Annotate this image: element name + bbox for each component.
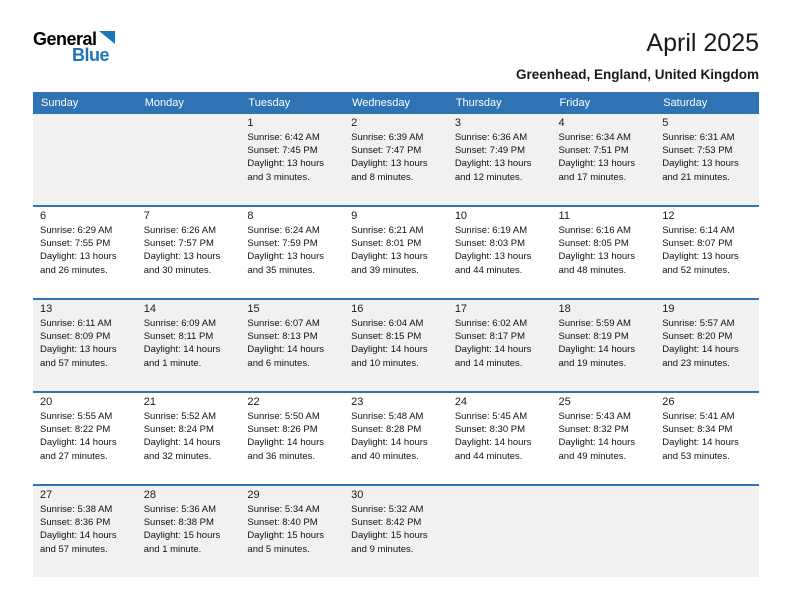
day-cell-9 — [344, 206, 448, 299]
day-cell-16 — [344, 299, 448, 392]
sunrise-text: Sunrise: 6:02 AM — [454, 317, 528, 329]
week-row-1 — [33, 114, 759, 206]
daylight-text: Daylight: 13 hours and 26 minutes. — [40, 251, 117, 276]
day-number: 7 — [143, 209, 150, 222]
page-header — [0, 0, 792, 82]
weekday-header-wednesday: Wednesday — [344, 92, 448, 114]
day-number: 28 — [143, 488, 156, 501]
day-number: 13 — [40, 302, 53, 315]
week-row-4 — [33, 392, 759, 485]
sunrise-text: Sunrise: 5:55 AM — [40, 410, 113, 422]
sunrise-text: Sunrise: 5:41 AM — [662, 410, 735, 422]
sunrise-text: Sunrise: 6:31 AM — [662, 131, 735, 143]
day-cell-4 — [552, 114, 656, 206]
day-number: 18 — [558, 302, 571, 315]
sunrise-text: Sunrise: 5:45 AM — [454, 410, 528, 422]
daylight-text: Daylight: 13 hours and 8 minutes. — [351, 158, 428, 183]
daylight-text: Daylight: 14 hours and 36 minutes. — [247, 437, 324, 462]
day-sun-info — [448, 224, 552, 278]
day-sun-info — [552, 410, 656, 464]
sunrise-text: Sunrise: 5:34 AM — [247, 503, 320, 515]
sunset-text: Sunset: 7:45 PM — [247, 144, 318, 156]
day-sun-info — [344, 503, 448, 557]
sunrise-text: Sunrise: 5:57 AM — [662, 317, 735, 329]
weekday-header-friday: Friday — [552, 92, 656, 114]
sunset-text: Sunset: 8:42 PM — [351, 516, 422, 528]
daylight-text: Daylight: 14 hours and 14 minutes. — [454, 344, 532, 369]
day-number: 4 — [558, 116, 565, 129]
day-sun-info — [137, 224, 241, 278]
empty-day-cell — [552, 485, 656, 577]
day-cell-22 — [240, 392, 344, 485]
daylight-text: Daylight: 13 hours and 35 minutes. — [247, 251, 324, 276]
daylight-text: Daylight: 14 hours and 32 minutes. — [143, 437, 221, 462]
day-number: 24 — [454, 395, 468, 408]
day-number: 27 — [40, 488, 53, 501]
sunset-text: Sunset: 8:09 PM — [40, 330, 111, 342]
sunrise-text: Sunrise: 6:34 AM — [558, 131, 631, 143]
day-cell-25 — [552, 392, 656, 485]
sunset-text: Sunset: 7:57 PM — [143, 237, 214, 249]
daylight-text: Daylight: 14 hours and 10 minutes. — [351, 344, 428, 369]
daylight-text: Daylight: 14 hours and 44 minutes. — [454, 437, 532, 462]
day-number: 8 — [247, 209, 254, 222]
daylight-text: Daylight: 15 hours and 9 minutes. — [351, 530, 428, 555]
sunrise-text: Sunrise: 6:24 AM — [247, 224, 320, 236]
day-number: 19 — [662, 302, 675, 315]
day-sun-info — [655, 224, 759, 278]
day-number: 16 — [351, 302, 364, 315]
sunset-text: Sunset: 8:17 PM — [454, 330, 526, 342]
day-sun-info — [448, 131, 552, 185]
day-cell-12 — [655, 206, 759, 299]
day-number: 11 — [558, 209, 570, 222]
empty-day-cell — [137, 114, 241, 206]
sunset-text: Sunset: 8:30 PM — [454, 423, 526, 435]
week-row-2 — [33, 206, 759, 299]
daylight-text: Daylight: 14 hours and 57 minutes. — [40, 530, 117, 555]
general-blue-logo — [33, 30, 115, 64]
day-cell-6 — [33, 206, 137, 299]
day-sun-info — [33, 317, 137, 371]
daylight-text: Daylight: 13 hours and 21 minutes. — [662, 158, 739, 183]
sunrise-text: Sunrise: 6:16 AM — [558, 224, 631, 236]
daylight-text: Daylight: 14 hours and 23 minutes. — [662, 344, 739, 369]
sunrise-text: Sunrise: 5:36 AM — [143, 503, 217, 515]
day-sun-info — [552, 131, 656, 185]
sunrise-text: Sunrise: 6:14 AM — [662, 224, 735, 236]
daylight-text: Daylight: 14 hours and 6 minutes. — [247, 344, 324, 369]
day-number: 22 — [247, 395, 260, 408]
day-sun-info — [655, 131, 759, 185]
daylight-text: Daylight: 13 hours and 17 minutes. — [558, 158, 636, 183]
day-sun-info — [240, 224, 344, 278]
sunrise-text: Sunrise: 5:43 AM — [558, 410, 631, 422]
day-cell-20 — [33, 392, 137, 485]
day-sun-info — [33, 410, 137, 464]
day-sun-info — [344, 131, 448, 185]
daylight-text: Daylight: 14 hours and 1 minute. — [143, 344, 221, 369]
sunset-text: Sunset: 8:11 PM — [143, 330, 214, 342]
day-cell-13 — [33, 299, 137, 392]
sunrise-text: Sunrise: 5:48 AM — [351, 410, 424, 422]
title-block — [516, 30, 759, 82]
sunset-text: Sunset: 8:36 PM — [40, 516, 111, 528]
daylight-text: Daylight: 14 hours and 19 minutes. — [558, 344, 636, 369]
sunrise-text: Sunrise: 6:26 AM — [143, 224, 217, 236]
empty-day-cell — [33, 114, 137, 206]
sunset-text: Sunset: 8:28 PM — [351, 423, 422, 435]
day-sun-info — [655, 317, 759, 371]
day-cell-8 — [240, 206, 344, 299]
day-cell-21 — [137, 392, 241, 485]
day-number: 5 — [662, 116, 669, 129]
sunset-text: Sunset: 8:19 PM — [558, 330, 629, 342]
day-sun-info — [344, 410, 448, 464]
daylight-text: Daylight: 13 hours and 52 minutes. — [662, 251, 739, 276]
daylight-text: Daylight: 15 hours and 1 minute. — [143, 530, 221, 555]
day-number: 26 — [662, 395, 675, 408]
day-number: 23 — [351, 395, 364, 408]
day-number: 20 — [40, 395, 53, 408]
day-number: 12 — [662, 209, 675, 222]
sunrise-text: Sunrise: 6:07 AM — [247, 317, 320, 329]
sunrise-text: Sunrise: 6:42 AM — [247, 131, 320, 143]
sunset-text: Sunset: 8:20 PM — [662, 330, 733, 342]
sunset-text: Sunset: 7:59 PM — [247, 237, 318, 249]
weekday-header-sunday: Sunday — [33, 92, 137, 114]
sunset-text: Sunset: 8:40 PM — [247, 516, 318, 528]
day-cell-29 — [240, 485, 344, 577]
empty-day-cell — [448, 485, 552, 577]
day-cell-7 — [137, 206, 241, 299]
day-sun-info — [448, 410, 552, 464]
sunrise-text: Sunrise: 5:50 AM — [247, 410, 320, 422]
sunset-text: Sunset: 7:51 PM — [558, 144, 629, 156]
daylight-text: Daylight: 13 hours and 12 minutes. — [454, 158, 532, 183]
day-cell-15 — [240, 299, 344, 392]
sunset-text: Sunset: 8:13 PM — [247, 330, 318, 342]
day-sun-info — [344, 224, 448, 278]
empty-day-cell — [655, 485, 759, 577]
day-cell-2 — [344, 114, 448, 206]
logo-text-blue: Blue — [72, 45, 110, 65]
sunrise-text: Sunrise: 6:11 AM — [40, 317, 112, 329]
day-number: 21 — [143, 395, 156, 408]
weekday-header-thursday: Thursday — [448, 92, 552, 114]
day-sun-info — [137, 317, 241, 371]
day-number: 14 — [143, 302, 156, 315]
day-cell-28 — [137, 485, 241, 577]
day-cell-23 — [344, 392, 448, 485]
day-sun-info — [240, 317, 344, 371]
day-number: 10 — [454, 209, 468, 222]
daylight-text: Daylight: 14 hours and 40 minutes. — [351, 437, 428, 462]
day-cell-18 — [552, 299, 656, 392]
day-cell-3 — [448, 114, 552, 206]
daylight-text: Daylight: 14 hours and 27 minutes. — [40, 437, 117, 462]
daylight-text: Daylight: 14 hours and 53 minutes. — [662, 437, 739, 462]
sunset-text: Sunset: 8:38 PM — [143, 516, 214, 528]
month-title: April 2025 — [646, 29, 759, 57]
sunset-text: Sunset: 8:01 PM — [351, 237, 422, 249]
day-number: 3 — [454, 116, 461, 129]
day-number: 25 — [558, 395, 571, 408]
sunset-text: Sunset: 7:53 PM — [662, 144, 733, 156]
day-cell-30 — [344, 485, 448, 577]
day-cell-5 — [655, 114, 759, 206]
sunrise-text: Sunrise: 6:19 AM — [454, 224, 528, 236]
day-sun-info — [552, 317, 656, 371]
week-row-3 — [33, 299, 759, 392]
day-sun-info — [33, 224, 137, 278]
day-number: 1 — [247, 116, 254, 129]
calendar-table — [33, 92, 759, 577]
daylight-text: Daylight: 13 hours and 39 minutes. — [351, 251, 428, 276]
sunrise-text: Sunrise: 6:21 AM — [351, 224, 424, 236]
sunset-text: Sunset: 8:34 PM — [662, 423, 733, 435]
sunset-text: Sunset: 7:47 PM — [351, 144, 422, 156]
sunset-text: Sunset: 8:22 PM — [40, 423, 111, 435]
sunrise-text: Sunrise: 6:36 AM — [454, 131, 528, 143]
sunset-text: Sunset: 8:07 PM — [662, 237, 733, 249]
sunset-text: Sunset: 8:15 PM — [351, 330, 422, 342]
sunrise-text: Sunrise: 6:29 AM — [40, 224, 113, 236]
daylight-text: Daylight: 13 hours and 48 minutes. — [558, 251, 636, 276]
weekday-header-row — [33, 92, 759, 114]
sunset-text: Sunset: 8:26 PM — [247, 423, 318, 435]
daylight-text: Daylight: 13 hours and 57 minutes. — [40, 344, 117, 369]
daylight-text: Daylight: 13 hours and 44 minutes. — [454, 251, 532, 276]
daylight-text: Daylight: 15 hours and 5 minutes. — [247, 530, 324, 555]
day-number: 6 — [40, 209, 47, 222]
day-cell-26 — [655, 392, 759, 485]
sunset-text: Sunset: 8:24 PM — [143, 423, 214, 435]
location-subtitle: Greenhead, England, United Kingdom — [515, 66, 759, 82]
day-cell-1 — [240, 114, 344, 206]
day-cell-11 — [552, 206, 656, 299]
day-cell-19 — [655, 299, 759, 392]
day-sun-info — [655, 410, 759, 464]
sunrise-text: Sunrise: 5:52 AM — [143, 410, 217, 422]
day-sun-info — [137, 410, 241, 464]
day-number: 30 — [351, 488, 364, 501]
day-cell-17 — [448, 299, 552, 392]
day-sun-info — [240, 503, 344, 557]
sunrise-text: Sunrise: 6:39 AM — [351, 131, 424, 143]
day-cell-24 — [448, 392, 552, 485]
day-number: 2 — [351, 116, 358, 129]
weekday-header-monday: Monday — [137, 92, 241, 114]
sunset-text: Sunset: 8:05 PM — [558, 237, 629, 249]
sunrise-text: Sunrise: 6:09 AM — [143, 317, 217, 329]
logo-text-general: General — [33, 29, 97, 49]
day-sun-info — [240, 410, 344, 464]
day-sun-info — [448, 317, 552, 371]
day-cell-14 — [137, 299, 241, 392]
sunset-text: Sunset: 7:55 PM — [40, 237, 111, 249]
sunrise-text: Sunrise: 5:38 AM — [40, 503, 113, 515]
daylight-text: Daylight: 13 hours and 30 minutes. — [143, 251, 221, 276]
sunrise-text: Sunrise: 6:04 AM — [351, 317, 424, 329]
week-row-5 — [33, 485, 759, 577]
sunset-text: Sunset: 8:32 PM — [558, 423, 629, 435]
weekday-header-tuesday: Tuesday — [240, 92, 344, 114]
day-sun-info — [552, 224, 656, 278]
day-number: 9 — [351, 209, 358, 222]
day-sun-info — [240, 131, 344, 185]
day-number: 29 — [247, 488, 260, 501]
day-sun-info — [344, 317, 448, 371]
daylight-text: Daylight: 14 hours and 49 minutes. — [558, 437, 636, 462]
day-number: 17 — [454, 302, 468, 315]
day-cell-27 — [33, 485, 137, 577]
sunset-text: Sunset: 8:03 PM — [454, 237, 526, 249]
weekday-header-saturday: Saturday — [655, 92, 759, 114]
sunset-text: Sunset: 7:49 PM — [454, 144, 526, 156]
day-sun-info — [137, 503, 241, 557]
day-number: 15 — [247, 302, 260, 315]
daylight-text: Daylight: 13 hours and 3 minutes. — [247, 158, 324, 183]
day-sun-info — [33, 503, 137, 557]
day-cell-10 — [448, 206, 552, 299]
sunrise-text: Sunrise: 5:59 AM — [558, 317, 631, 329]
sunrise-text: Sunrise: 5:32 AM — [351, 503, 424, 515]
